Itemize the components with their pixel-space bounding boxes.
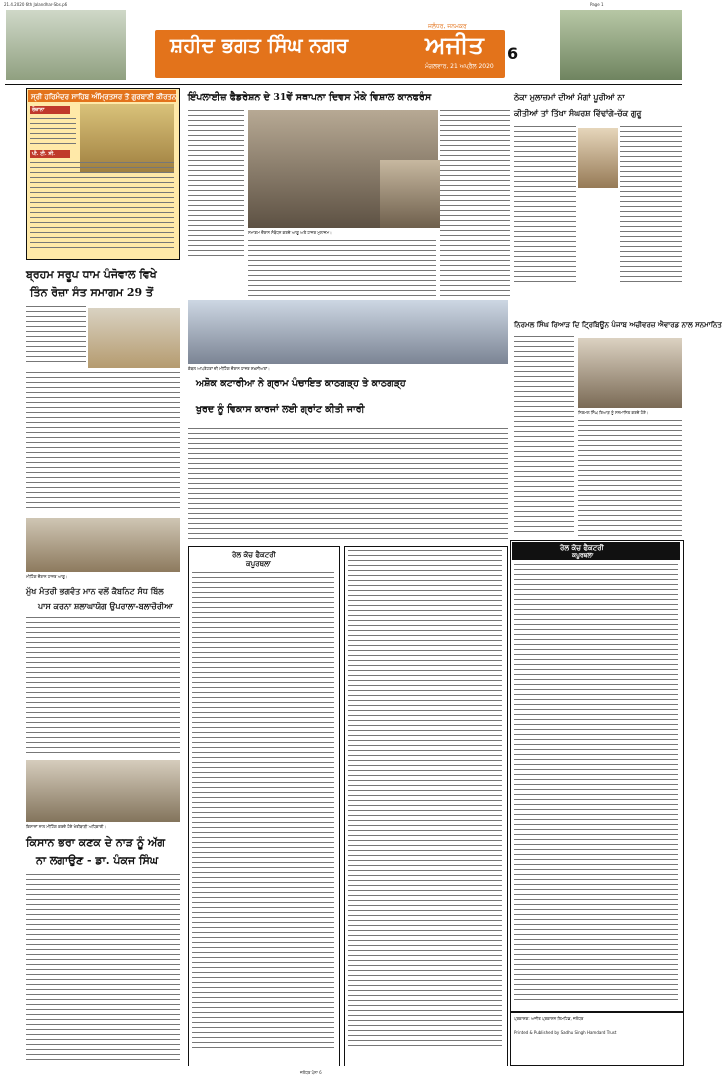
farmer-headline: ਨਾ ਲਗਾਉਣ - ਡਾ. ਪੰਕਜ ਸਿੰਘ xyxy=(36,854,159,867)
portrait-photo xyxy=(578,128,618,188)
tender-text xyxy=(514,564,678,1004)
slug-left: 21.4.2020 6th Jalandhar-Sbs.p6 xyxy=(4,2,68,7)
tender-title: ਕਪੂਰਥਲਾ xyxy=(572,552,594,559)
footer-imprint: Printed & Published by Sadhu Singh Hamdard Trust xyxy=(514,1030,617,1035)
masthead-city: ਜਲੰਧਰ, ਜਨਮਕਰ xyxy=(428,23,467,30)
masthead-photo-right xyxy=(560,10,682,80)
article-text xyxy=(440,110,510,300)
award-photo xyxy=(578,338,682,408)
promo-title: ਸ੍ਰੀ ਹਰਿਮੰਦਰ ਸਾਹਿਬ ਅੰਮ੍ਰਿਤਸਰ ਤੋਂ ਗੁਰਬਾਣੀ ਕੀਰਤਨ xyxy=(31,92,177,101)
stage-photo xyxy=(188,300,508,364)
newspaper-name: ਅਜੀਤ xyxy=(425,30,484,59)
photo-caption: ਕਿਸਾਨਾਂ ਨਾਲ ਮੀਟਿੰਗ ਕਰਦੇ ਹੋਏ ਖੇਤੀਬਾੜੀ ਅਧਿਕਾਰੀ। xyxy=(26,824,107,829)
promo-text xyxy=(30,118,76,148)
award-headline: ਨਿਰਮਲ ਸਿੰਘ ਰਿਆੜ ਦਿ ਟ੍ਰਿਬਿਊਨ ਪੰਜਾਬ ਅਚੀਵਰਜ਼ ਐਵਾਰਡ ਨਾਲ ਸਨਮਾਨਿਤ xyxy=(514,320,722,329)
tender-text xyxy=(192,572,334,1052)
article-text xyxy=(188,110,244,260)
masthead-date: ਮੰਗਲਵਾਰ, 21 ਅਪ੍ਰੈਲ 2020 xyxy=(425,63,494,70)
meeting-photo xyxy=(26,760,180,822)
article-text xyxy=(514,126,576,286)
promo-tag-label: ਰੋਜ਼ਾਨਾ xyxy=(32,107,45,113)
article-text xyxy=(26,617,180,757)
promo-text xyxy=(30,162,174,252)
tender-title: ਰੇਲ ਕੋਚ ਫੈਕਟਰੀ xyxy=(560,543,604,552)
photo-caption: ਕੇਬਲ ਆਪਰੇਟਰਾਂ ਦੀ ਮੀਟਿੰਗ ਦੌਰਾਨ ਹਾਜ਼ਰ ਸ਼ਖ਼ਸੀਅਤਾਂ। xyxy=(188,366,270,371)
photo-caption: ਸਮਾਗਮ ਦੌਰਾਨ ਸੰਬੋਧਨ ਕਰਦੇ ਆਗੂ ਅਤੇ ਹਾਜ਼ਰ ਮੁਲਾਜ਼ਮ। xyxy=(248,230,332,235)
footer-note: ਪ੍ਰਕਾਸ਼ਕ: ਅਜੀਤ ਪ੍ਰਕਾਸ਼ਨ ਲਿਮਟਿਡ, ਜਲੰਧਰ xyxy=(514,1016,584,1021)
farmer-headline: ਕਿਸਾਨ ਭਰਾ ਕਣਕ ਦੇ ਨਾੜ ਨੂੰ ਅੱਗ xyxy=(26,836,165,849)
photo-caption: ਨਿਰਮਲ ਸਿੰਘ ਰਿਆੜ ਨੂੰ ਸਨਮਾਨਿਤ ਕਰਦੇ ਹੋਏ। xyxy=(578,410,649,415)
left-headline: ਬ੍ਰਹਮ ਸਰੂਪ ਧਾਮ ਪੰਜੋਵਾਲ ਵਿਖੇ xyxy=(26,268,157,281)
right-headline: ਠੇਕਾ ਮੁਲਾਜ਼ਮਾਂ ਦੀਆਂ ਮੰਗਾਂ ਪੂਰੀਆਂ ਨਾ xyxy=(514,92,625,102)
tender-text xyxy=(348,550,502,1050)
saints-photo xyxy=(88,308,180,368)
article-text xyxy=(188,428,508,540)
left-headline: ਤਿੰਨ ਰੋਜ਼ਾ ਸੰਤ ਸਮਾਗਮ 29 ਤੋਂ xyxy=(30,286,154,299)
tender-title: ਰੇਲ ਕੋਚ ਫੈਕਟਰੀ xyxy=(232,550,276,559)
article-text xyxy=(578,420,682,536)
center-headline: ਖੁਰਦ ਨੂੰ ਵਿਕਾਸ ਕਾਰਜਾਂ ਲਈ ਗ੍ਰਾਂਟ ਕੀਤੀ ਜਾਰੀ xyxy=(196,404,365,415)
article-text xyxy=(26,372,180,512)
article-text xyxy=(26,306,86,366)
tender-title: ਕਪੂਰਥਲਾ xyxy=(246,559,271,568)
group-photo xyxy=(26,518,180,572)
page-number: 6 xyxy=(507,44,519,63)
article-text xyxy=(620,126,682,286)
divider xyxy=(5,84,682,85)
promo-tag-label: ਪੀ. ਟੀ. ਸੀ. xyxy=(32,151,55,157)
bottom-strip xyxy=(0,1066,687,1089)
masthead-photo-left xyxy=(6,10,126,80)
speaker-photo xyxy=(380,160,440,228)
article-text xyxy=(248,240,436,296)
right-headline: ਕੀਤੀਆਂ ਤਾਂ ਤਿੱਖਾ ਸੰਘਰਸ਼ ਵਿੱਢਾਂਗੇ-ਚੱਕ ਗੁਰੂ xyxy=(514,108,642,118)
bottom-strip-label: ਜਲੰਧਰ ਪੰਨਾ 6 xyxy=(300,1070,322,1075)
article-text xyxy=(514,336,574,536)
slug-right: Page 1 xyxy=(590,2,604,7)
photo-caption: ਮੀਟਿੰਗ ਦੌਰਾਨ ਹਾਜ਼ਰ ਆਗੂ। xyxy=(26,574,68,579)
cm-headline: ਮੁੱਖ ਮੰਤਰੀ ਭਗਵੰਤ ਮਾਨ ਵਲੋਂ ਕੈਬਨਿਟ ਸੰਧ ਬਿੱਲ xyxy=(26,586,164,596)
center-headline: ਅਸ਼ੋਕ ਕਟਾਰੀਆ ਨੇ ਗ੍ਰਾਮ ਪੰਚਾਇਤ ਕਾਠਗੜ੍ਹ ਤੇ ਕਾਠਗੜ੍ਹ xyxy=(196,378,406,389)
lead-headline: ਇੰਪਲਾਈਜ਼ ਫੈਡਰੇਸ਼ਨ ਦੇ 31ਵੇਂ ਸਥਾਪਨਾ ਦਿਵਸ ਮੌਕੇ ਵਿਸ਼ਾਲ ਕਾਨਫਰੰਸ xyxy=(188,92,432,103)
masthead-title: ਸ਼ਹੀਦ ਭਗਤ ਸਿੰਘ ਨਗਰ xyxy=(170,33,349,57)
article-text xyxy=(26,874,180,1060)
cm-headline: ਪਾਸ ਕਰਨਾ ਸ਼ਲਾਘਾਯੋਗ ਉਪਰਾਲਾ-ਬਲਾਚੌਰੀਆ xyxy=(38,601,173,611)
